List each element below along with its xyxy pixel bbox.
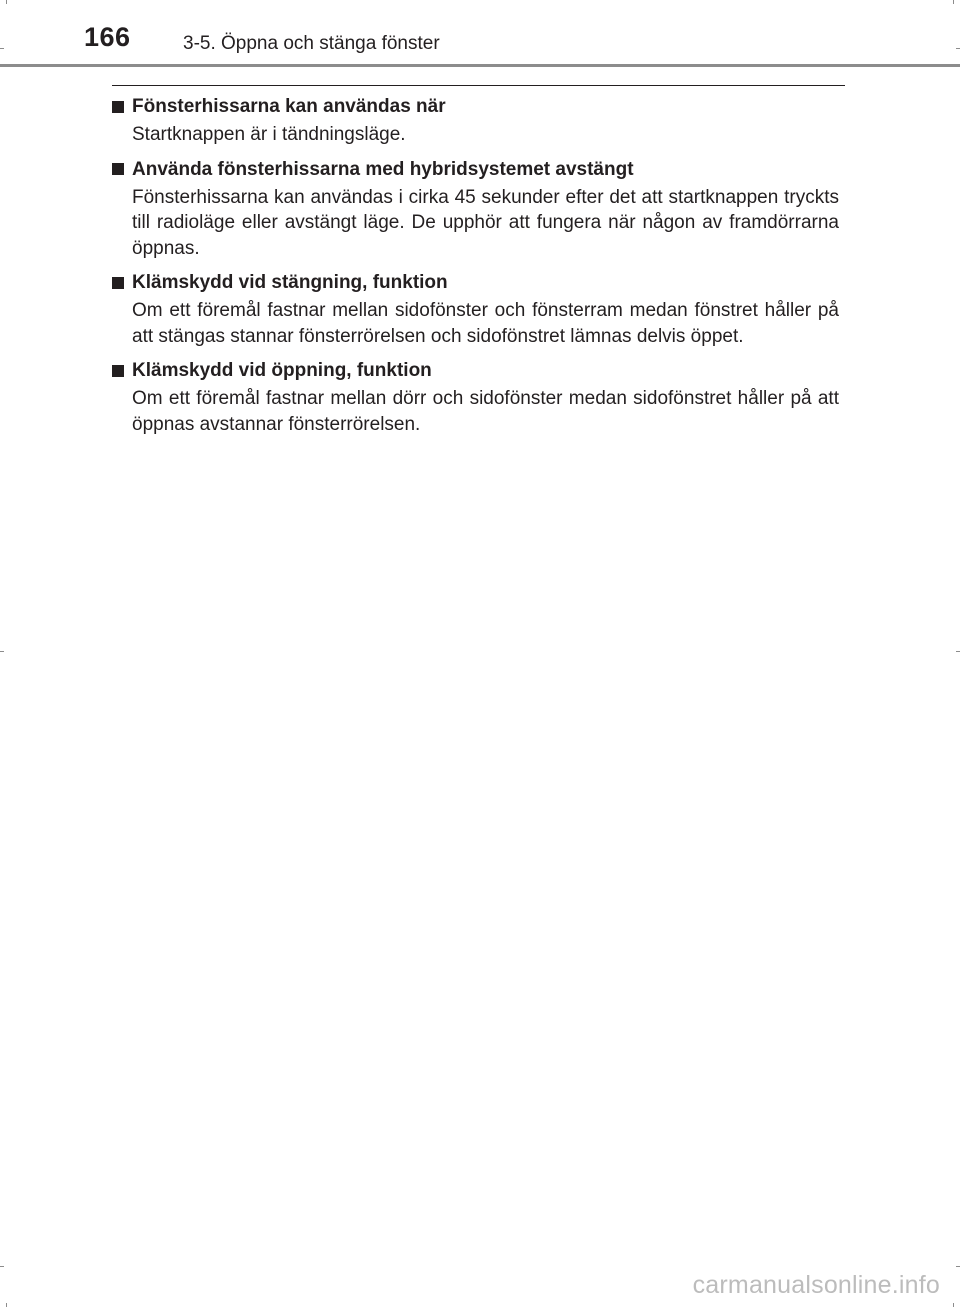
section [112, 94, 839, 148]
section-heading-text: Klämskydd vid stängning, funktion [132, 272, 448, 293]
crop-mark [0, 651, 4, 652]
crop-mark [6, 0, 7, 4]
section-heading [112, 157, 839, 182]
section [112, 157, 839, 262]
section-body: Om ett föremål fastnar mellan sidofönster och fönsterram medan fönstret håller på att stängas stannar fönsterrörelsen och sidofönstret lämnas delvis öppet. [132, 300, 839, 347]
crop-mark [956, 651, 960, 652]
section-body: Om ett föremål fastnar mellan dörr och sidofönster medan sidofönstret håller på att öppnas avstannar fönsterrörelsen. [132, 388, 839, 435]
content [112, 94, 839, 446]
section-heading [112, 270, 839, 295]
square-bullet-icon [112, 163, 124, 175]
crop-mark [953, 1303, 954, 1307]
crop-mark [953, 0, 954, 4]
section [112, 270, 839, 349]
section-heading [112, 94, 839, 119]
section-heading-text: Klämskydd vid öppning, funktion [132, 360, 432, 381]
crop-mark [956, 1266, 960, 1267]
chapter-title: 3-5. Öppna och stänga fönster [183, 33, 440, 54]
content-rule [112, 85, 845, 86]
crop-mark [956, 48, 960, 49]
crop-mark [0, 48, 4, 49]
crop-mark [0, 1266, 4, 1267]
page-number: 166 [84, 22, 131, 52]
square-bullet-icon [112, 365, 124, 377]
section-body: Startknappen är i tändningsläge. [132, 124, 406, 145]
square-bullet-icon [112, 101, 124, 113]
section [112, 358, 839, 437]
footer-watermark: carmanualsonline.info [692, 1271, 940, 1299]
square-bullet-icon [112, 277, 124, 289]
section-heading-text: Fönsterhissarna kan användas när [132, 96, 446, 117]
crop-mark [6, 1303, 7, 1307]
section-heading-text: Använda fönsterhissarna med hybridsystemet avstängt [132, 158, 634, 180]
header-rule [0, 64, 960, 67]
section-body: Fönsterhissarna kan användas i cirka 45 sekunder efter det att startknappen tryckts till radioläge eller avstängt läge. De upphör att fungera när någon av framdörrarna öppnas. [132, 186, 839, 259]
section-heading [112, 358, 839, 383]
